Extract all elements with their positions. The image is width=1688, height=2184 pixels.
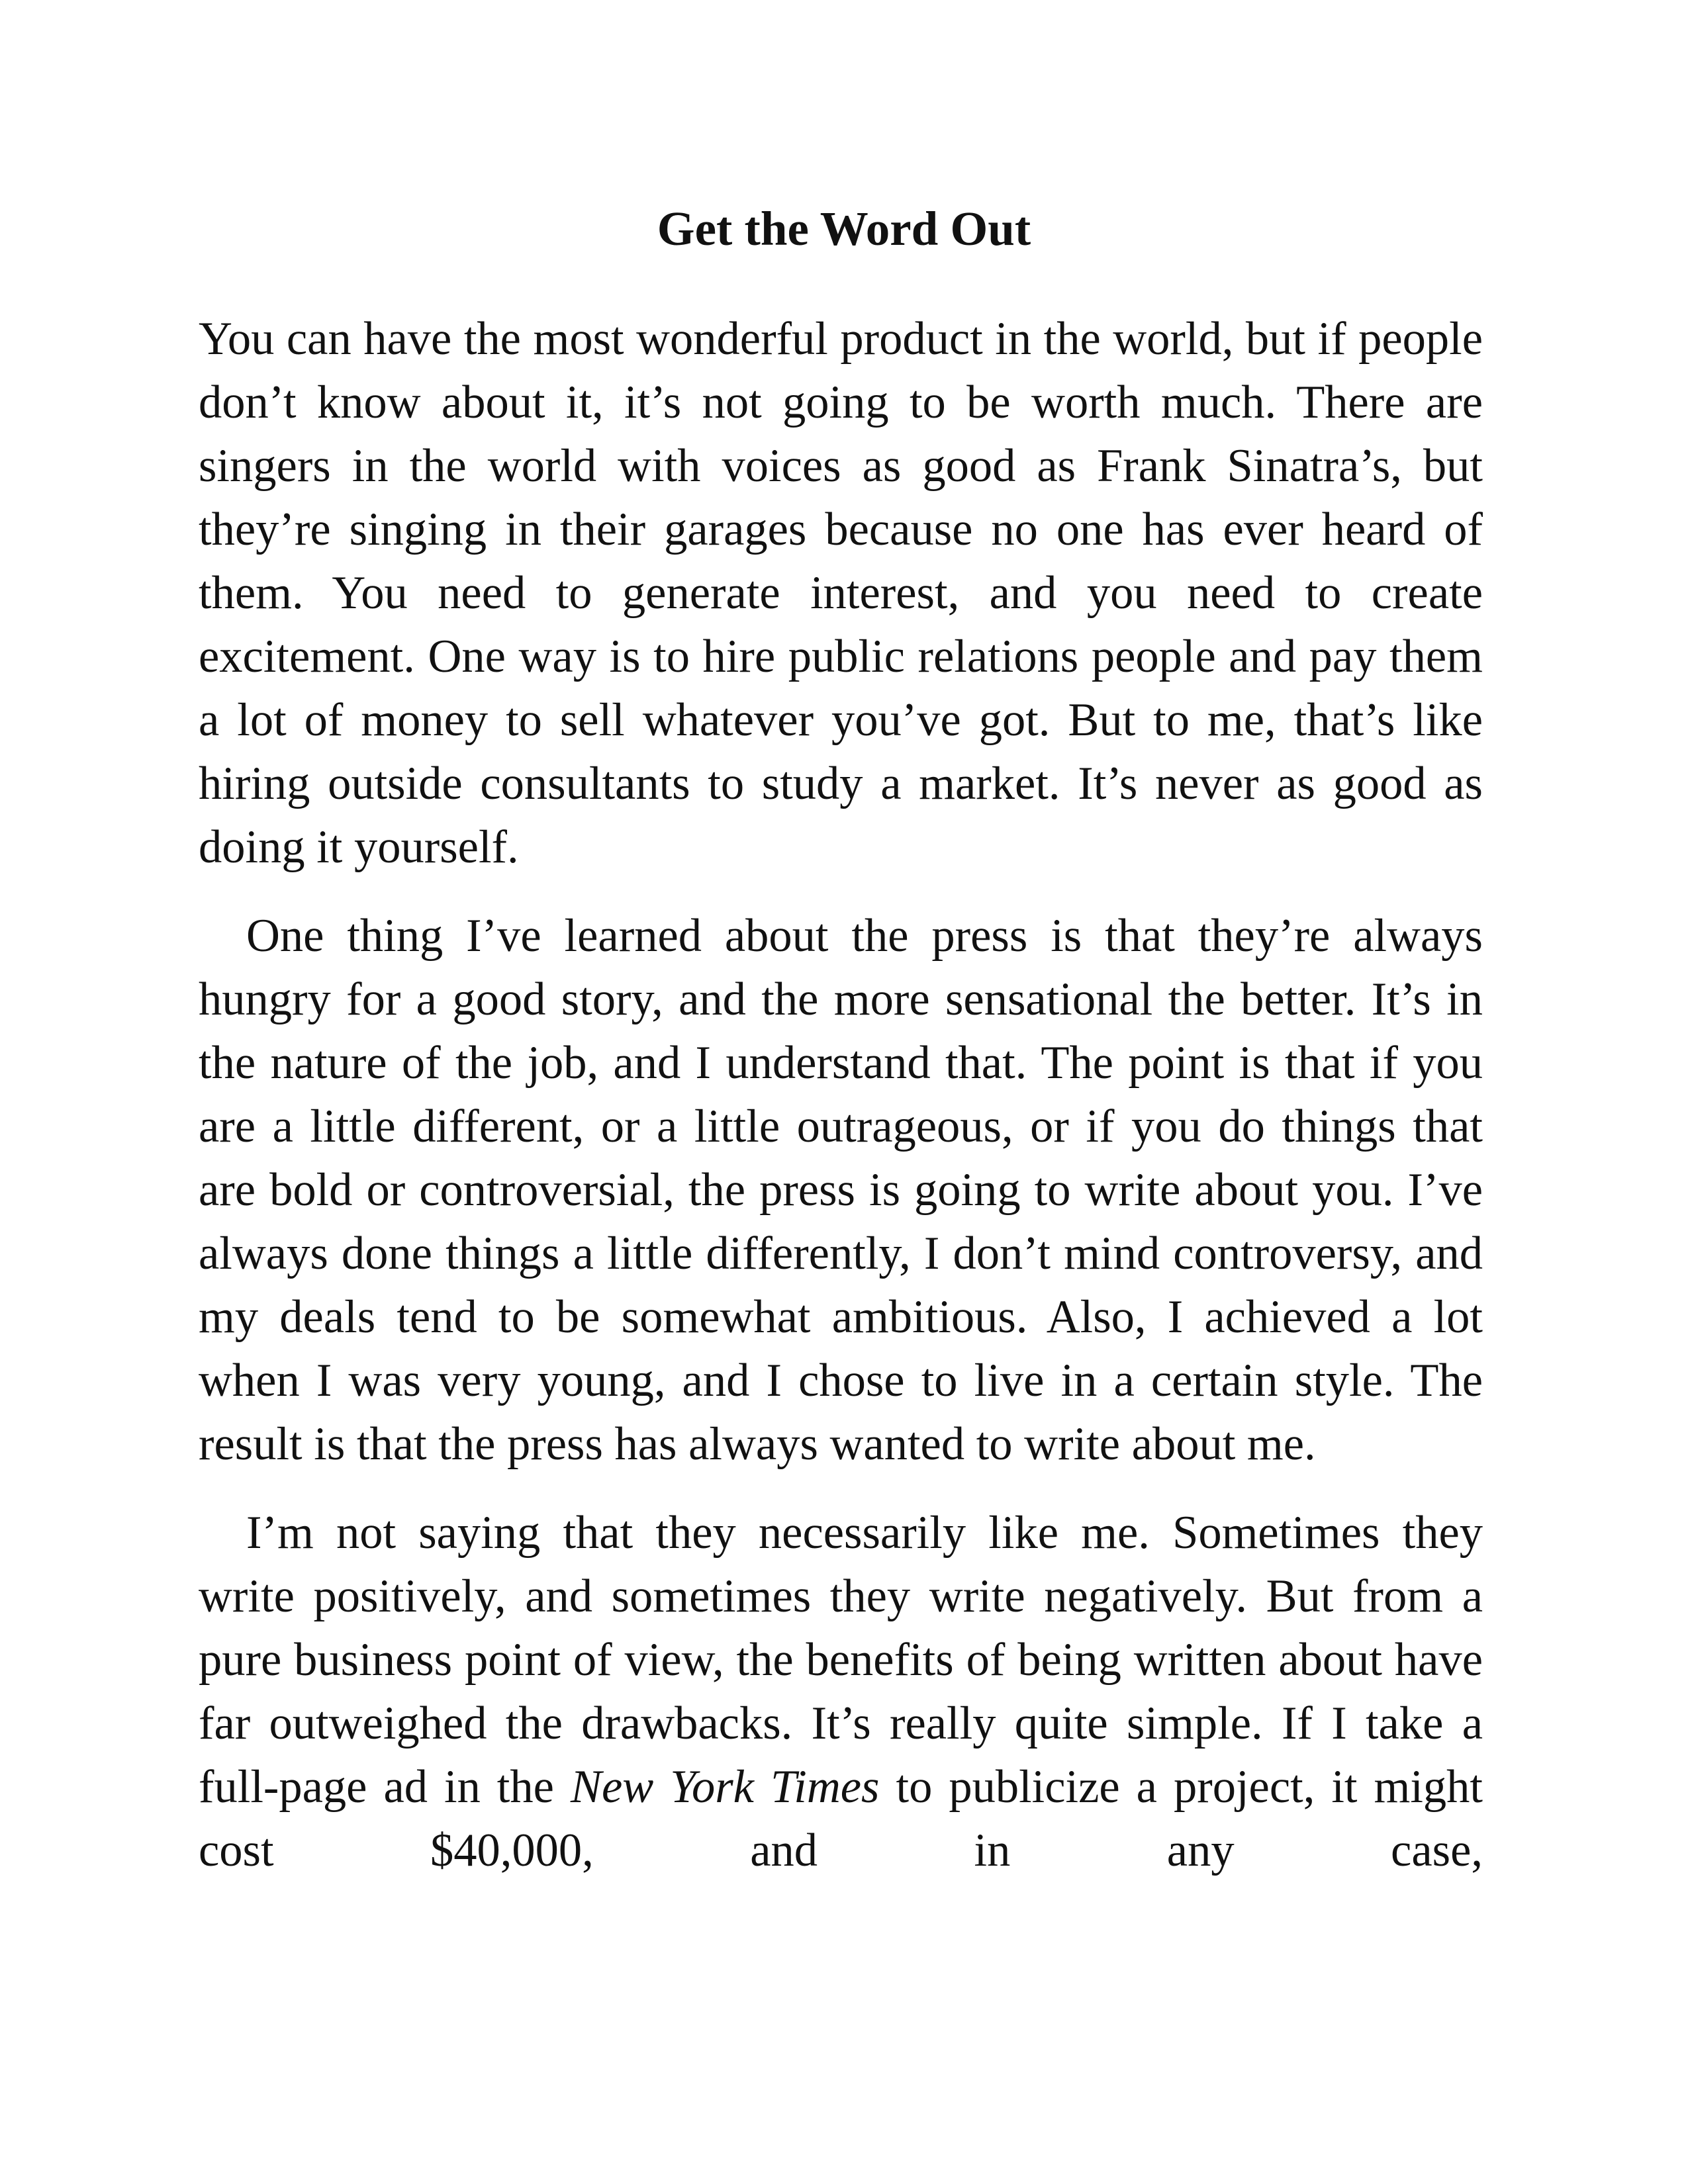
paragraph-3-text-start: I’m not saying that they necessarily like me. Sometimes they write positively, and sometimes they write negatively. But from a pure business point of view, the benefits of being written about have far outweighed the drawbacks. It’s really quite simple. If I take a full-page ad in the bbox=[199, 1507, 1483, 1813]
body-text bbox=[199, 307, 1483, 1882]
page-title: Get the Word Out bbox=[657, 202, 1031, 255]
paragraph-3 bbox=[199, 1501, 1483, 1882]
publication-name: New York Times bbox=[570, 1761, 880, 1813]
paragraph-2: One thing I’ve learned about the press is that they’re always hungry for a good story, and the more sensational the better. It’s in the nature of the job, and I understand that. The point is that if you are a little different, or a little outrageous, or if you do things that are bold or controversial, the press is going to write about you. I’ve always done things a little differently, I don’t mind controversy, and my deals tend to be somewhat ambitious. Also, I achieved a lot when I was very young, and I chose to live in a certain style. The result is that the press has always wanted to write about me. bbox=[199, 910, 1483, 1470]
paragraph-3-text-end: to publicize a project, it might cost $40,000, and in any case, bbox=[199, 1761, 1483, 1876]
paragraph-1: You can have the most wonderful product in the world, but if people don’t know about it, it’s not going to be worth much. There are singers in the world with voices as good as Frank Sinatra’s, but they’re singing in their garages because no one has ever heard of them. You need to generate interest, and you need to create excitement. One way is to hire public relations people and pay them a lot of money to sell whatever you’ve got. But to me, that’s like hiring outside consultants to study a market. It’s never as good as doing it yourself. bbox=[199, 313, 1483, 873]
